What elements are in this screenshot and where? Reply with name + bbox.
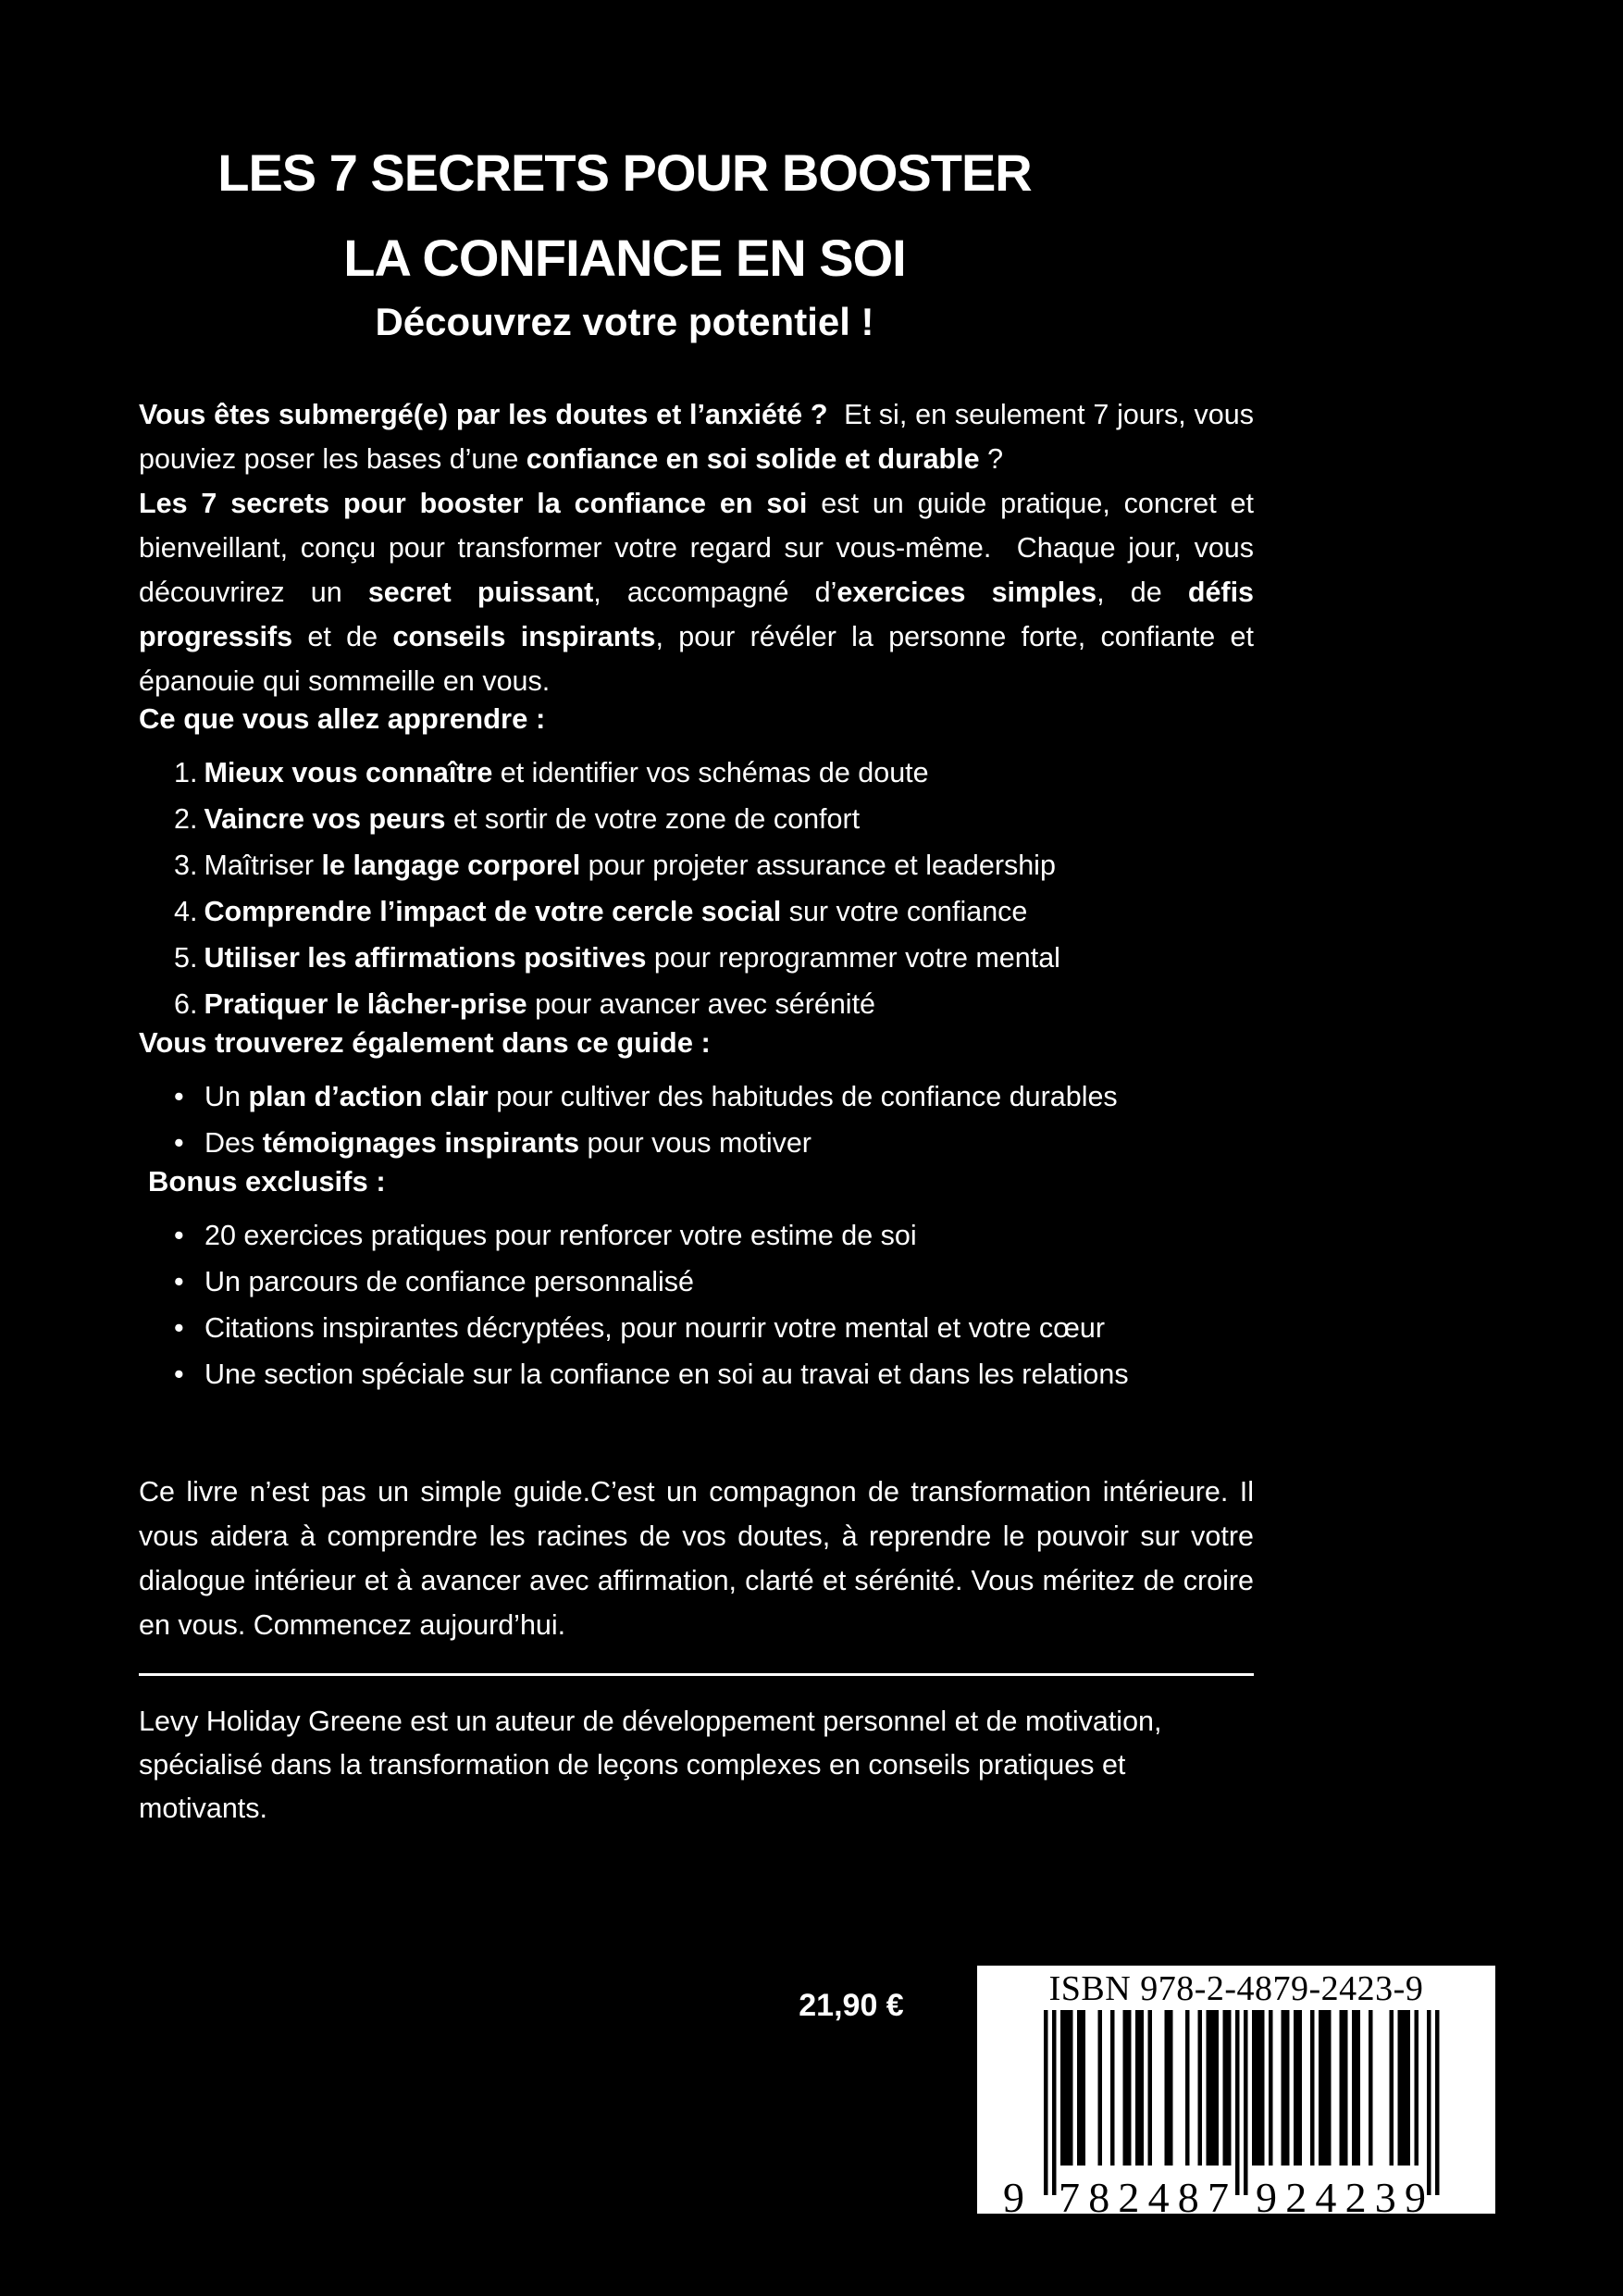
list-text: Comprendre l’impact de votre cercle social sur votre confiance bbox=[204, 896, 1028, 927]
intro-paragraph-1: Vous êtes submergé(e) par les doutes et l’anxiété ? Et si, en seulement 7 jours, vous pouviez poser les bases d’une confiance en soi solide et durable ? bbox=[139, 399, 1254, 475]
list-item bbox=[139, 1259, 1254, 1305]
list-item bbox=[139, 1212, 1254, 1259]
list-number: 4. bbox=[174, 896, 198, 927]
svg-text:9: 9 bbox=[1003, 2174, 1024, 2217]
list-item bbox=[139, 981, 1254, 1027]
also-heading: Vous trouverez également dans ce guide : bbox=[139, 1026, 711, 1059]
intro-paragraph-2: Les 7 secrets pour booster la confiance en soi est un guide pratique, concret et bienveillant, conçu pour transformer votre regard sur vous-même. Chaque jour, vous découvrirez un secret puissant, accompagné d’exercices simples, de défis progressifs et de conseils inspirants, pour révéler la personne forte, confiante et épanouie qui sommeille en vous. bbox=[139, 488, 1254, 697]
list-text: Mieux vous connaître et identifier vos schémas de doute bbox=[204, 757, 929, 788]
intro-section bbox=[139, 392, 1254, 703]
book-subtitle: Découvrez votre potentiel ! bbox=[375, 300, 874, 343]
list-number: 1. bbox=[174, 757, 198, 788]
barcode-box bbox=[977, 1966, 1495, 2217]
list-item bbox=[139, 1074, 1254, 1120]
list-text: 20 exercices pratiques pour renforcer votre estime de soi bbox=[204, 1220, 917, 1251]
closing-paragraph: Ce livre n’est pas un simple guide.C’est un compagnon de transformation intérieure. Il vous aidera à comprendre les racines de vos doutes, à reprendre le pouvoir sur votre dialogue intérieur et à avancer avec affirmation, clarté et sérénité. Vous méritez de croire en vous. Commencez aujourd’hui. bbox=[139, 1476, 1254, 1641]
text-column bbox=[139, 0, 1254, 1859]
also-section bbox=[139, 1027, 1254, 1166]
list-number: 2. bbox=[174, 803, 198, 835]
list-item bbox=[139, 1120, 1254, 1166]
svg-text:924239: 924239 bbox=[1256, 2174, 1426, 2217]
list-item bbox=[139, 842, 1254, 888]
ean13-barcode bbox=[996, 2010, 1477, 2217]
list-text: Vaincre vos peurs et sortir de votre zone de confort bbox=[204, 803, 861, 835]
list-text: Pratiquer le lâcher-prise pour avancer avec sérénité bbox=[204, 988, 876, 1020]
learn-list bbox=[139, 750, 1254, 1027]
list-text: Maîtriser le langage corporel pour projeter assurance et leadership bbox=[204, 850, 1056, 881]
list-number: 5. bbox=[174, 942, 198, 974]
list-text: Un plan d’action clair pour cultiver des habitudes de confiance durables bbox=[204, 1081, 1118, 1112]
svg-text:782487: 782487 bbox=[1059, 2174, 1229, 2217]
book-title-line2: LA CONFIANCE EN SOI bbox=[343, 229, 906, 287]
learn-heading: Ce que vous allez apprendre : bbox=[139, 702, 546, 735]
list-text: Citations inspirantes décryptées, pour nourrir votre mental et votre cœur bbox=[204, 1312, 1106, 1344]
list-item bbox=[139, 888, 1254, 935]
list-item bbox=[139, 1351, 1254, 1397]
list-item bbox=[139, 796, 1254, 842]
bonus-list bbox=[139, 1212, 1254, 1397]
bonus-heading: Bonus exclusifs : bbox=[148, 1165, 386, 1198]
isbn-label: ISBN 978-2-4879-2423-9 bbox=[1048, 1969, 1424, 2008]
bonus-section bbox=[139, 1166, 1254, 1397]
list-item bbox=[139, 935, 1254, 981]
list-number: 6. bbox=[174, 988, 198, 1020]
learn-section bbox=[139, 703, 1254, 1027]
divider bbox=[139, 1673, 1254, 1676]
closing-section bbox=[139, 1470, 1254, 1647]
list-text: Utiliser les affirmations positives pour reprogrammer votre mental bbox=[204, 942, 1060, 974]
list-text: Une section spéciale sur la confiance en soi au travai et dans les relations bbox=[204, 1359, 1129, 1390]
list-text: Un parcours de confiance personnalisé bbox=[204, 1266, 694, 1297]
list-text: Des témoignages inspirants pour vous motiver bbox=[204, 1127, 812, 1159]
list-item bbox=[139, 1305, 1254, 1351]
list-item bbox=[139, 750, 1254, 796]
list-number: 3. bbox=[174, 850, 198, 881]
author-bio: Levy Holiday Greene est un auteur de développement personnel et de motivation, spécialisé dans la transformation de leçons complexes en conseils pratiques et motivants. bbox=[139, 1706, 1162, 1824]
price: 21,90 € bbox=[799, 1988, 904, 2023]
book-title-line1: LES 7 SECRETS POUR BOOSTER bbox=[217, 143, 1032, 202]
also-list bbox=[139, 1074, 1254, 1166]
